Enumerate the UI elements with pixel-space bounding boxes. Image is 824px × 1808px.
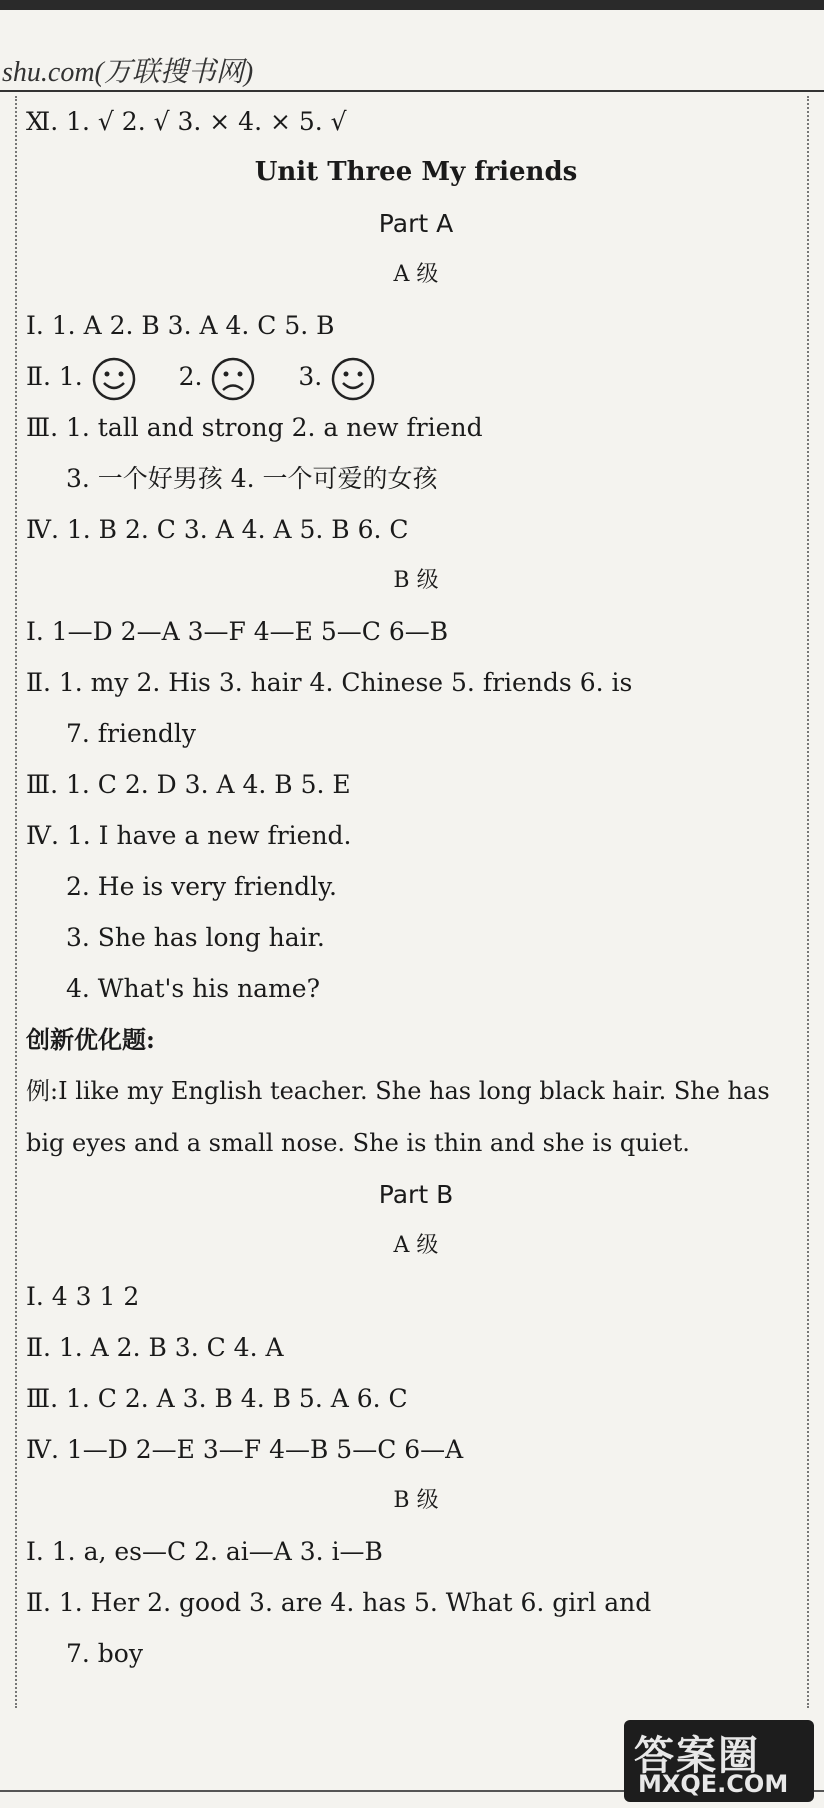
smiley-face-icon [330,356,376,402]
answer-line: Ⅲ. 1. tall and strong 2. a new friend [26,413,483,442]
answer-line: 7. boy [66,1639,143,1668]
answer-line: Ⅱ. 1. A 2. B 3. C 4. A [26,1333,284,1362]
top-edge-bar [0,0,824,10]
logo-text: 答案圈 [634,1733,760,1779]
level-a-heading: A 级 [393,1233,439,1258]
answer-line-faces [26,351,806,402]
level-a-heading: A 级 [393,262,439,287]
answer-line: Ⅱ. 1. Her 2. good 3. are 4. has 5. What 6. girl and [26,1588,652,1617]
answer-line: Ⅰ. 1. A 2. B 3. A 4. C 5. B [26,311,335,340]
logo-url: MXQE.COM [638,1770,789,1798]
answer-line: Ⅲ. 1. C 2. A 3. B 4. B 5. A 6. C [26,1384,408,1413]
answer-line-xi: Ⅺ. 1. √ 2. √ 3. × 4. × 5. √ [26,107,347,136]
answer-content [26,96,806,1679]
answer-line: 3. She has long hair. [66,923,325,952]
answer-line: 2. He is very friendly. [66,872,337,901]
example-paragraph: 例:I like my English teacher. She has long black hair. She has big eyes and a small nose. She is thin and she is quiet. [26,1077,770,1157]
answer-line: 7. friendly [66,719,197,748]
answer-line: Ⅰ. 1. a, es—C 2. ai—A 3. i—B [26,1537,383,1566]
face-label-1: Ⅱ. 1. [26,362,83,391]
answer-line: Ⅰ. 1—D 2—A 3—F 4—E 5—C 6—B [26,617,449,646]
site-logo [624,1720,814,1802]
face-label-3: 3. [298,362,323,391]
answer-line: Ⅱ. 1. my 2. His 3. hair 4. Chinese 5. friends 6. is [26,668,633,697]
smiley-face-icon [91,356,137,402]
answer-line: Ⅳ. 1—D 2—E 3—F 4—B 5—C 6—A [26,1435,464,1464]
face-label-2: 2. [178,362,203,391]
answer-line: Ⅳ. 1. B 2. C 3. A 4. A 5. B 6. C [26,515,409,544]
header-rule [0,90,824,92]
answer-line: 4. What's his name? [66,974,320,1003]
part-b-heading: Part B [378,1180,454,1209]
answer-line: Ⅰ. 4 3 1 2 [26,1282,140,1311]
creative-heading: 创新优化题: [26,1025,155,1054]
unit-title: Unit Three My friends [254,157,578,187]
answer-line: Ⅳ. 1. I have a new friend. [26,821,352,850]
part-a-heading: Part A [378,209,454,238]
level-b-heading: B 级 [393,568,439,593]
sad-face-icon [210,356,256,402]
level-b-heading: B 级 [393,1488,439,1513]
answer-line: Ⅲ. 1. C 2. D 3. A 4. B 5. E [26,770,351,799]
answer-line: 3. 一个好男孩 4. 一个可爱的女孩 [66,464,438,493]
watermark-text: shu.com(万联搜书网) [2,57,254,88]
